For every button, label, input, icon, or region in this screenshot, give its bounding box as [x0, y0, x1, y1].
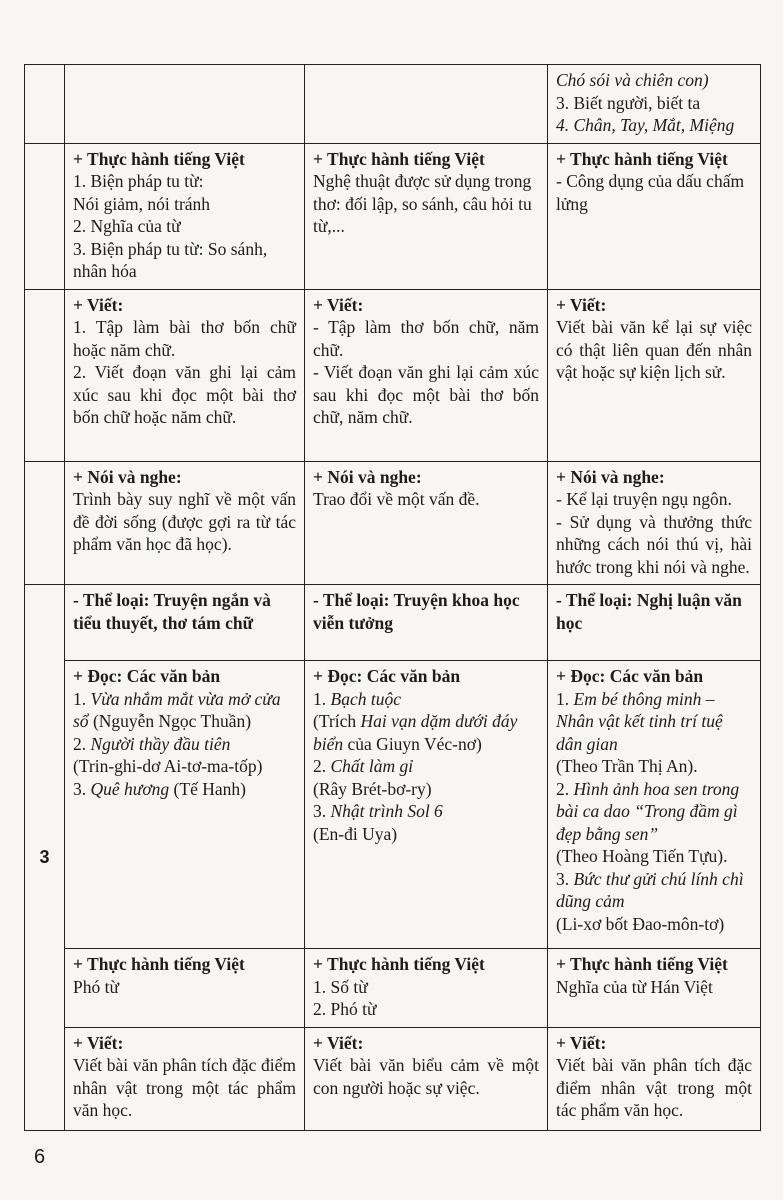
cell-line: Viết bài văn phân tích đặc điểm nhân vật trong một tác phẩm văn học. [73, 1055, 296, 1120]
cell-line: Trình bày suy nghĩ về một vấn đề đời sống (được gợi ra từ tác phẩm văn học đã học). [73, 489, 296, 554]
grade7-cell [305, 661, 548, 949]
cell-line: - Viết đoạn văn ghi lại cảm xúc sau khi đọc một bài thơ bốn chữ, năm chữ. [313, 362, 539, 427]
grade7-cell [305, 949, 548, 1028]
reading-item: 1. Vừa nhắm mắt vừa mở cửa sổ (Nguyễn Ngọc Thuần) [73, 688, 281, 731]
work-title: Hình ảnh hoa sen trong bài ca dao “Trong đầm gì đẹp bằng sen” [556, 778, 740, 844]
table-row [25, 585, 761, 661]
cell-line: - Công dụng của dấu chấm lửng [556, 171, 745, 214]
grade8-cell [548, 289, 761, 461]
grade8-cell [548, 661, 761, 949]
curriculum-table [24, 64, 761, 1131]
grade7-cell [305, 1027, 548, 1130]
cell-line: Nghệ thuật được sử dụng trong thơ: đối lập, so sánh, câu hỏi tu từ,... [313, 171, 532, 236]
cell-line: Nói giảm, nói tránh [73, 193, 211, 214]
grade6-cell [65, 1027, 305, 1130]
cell-line: Viết bài văn biểu cảm về một con người hoặc sự việc. [313, 1055, 539, 1098]
grade8-cell [548, 143, 761, 289]
cell-line: Viết bài văn phân tích đặc điểm nhân vật trong một tác phẩm văn học. [556, 1055, 752, 1120]
grade-number-cell [25, 289, 65, 461]
section-heading: + Thực hành tiếng Việt [556, 148, 728, 169]
work-source: (Trin-ghi-dơ Ai-tơ-ma-tốp) [73, 756, 263, 776]
grade8-cell [548, 461, 761, 585]
grade8-cell [548, 1027, 761, 1130]
reading-item: 2. Hình ảnh hoa sen trong bài ca dao “Trong đầm gì đẹp bằng sen” [556, 778, 740, 844]
grade7-cell [305, 65, 548, 144]
cell-line: 2. Phó từ [313, 999, 377, 1019]
section-heading: + Nói và nghe: [73, 466, 182, 487]
cell-line: 1. Tập làm bài thơ bốn chữ hoặc năm chữ. [73, 317, 296, 360]
section-heading: + Thực hành tiếng Việt [73, 148, 245, 169]
grade-number-cell [25, 143, 65, 289]
cell-line: 1. Số từ [313, 976, 368, 997]
genre-heading: - Thể loại: Nghị luận văn học [556, 590, 742, 633]
grade6-cell [65, 661, 305, 949]
grade7-cell [305, 289, 548, 461]
reading-item: 3. Bức thư gửi chú lính chì dũng cảm [556, 868, 744, 911]
grade8-cell [548, 585, 761, 661]
work-source: (Trích Hai vạn dặm dưới đáy biển của Giuyn Véc-nơ) [313, 711, 518, 754]
section-heading: + Thực hành tiếng Việt [313, 148, 485, 169]
section-heading: + Viết: [556, 294, 607, 315]
grade-number-cell [25, 585, 65, 1131]
work-title: Bức thư gửi chú lính chì dũng cảm [556, 868, 744, 911]
cell-line: 2. Nghĩa của từ [73, 216, 181, 236]
grade6-cell [65, 289, 305, 461]
work-title: Vừa nhắm mắt vừa mở cửa sổ [73, 688, 281, 731]
work-title: Em bé thông minh – Nhân vật kết tinh trí tuệ dân gian [556, 688, 723, 754]
cell-line: Nghĩa của từ Hán Việt [556, 976, 713, 997]
work-source: (Nguyễn Ngọc Thuần) [88, 711, 252, 731]
cell-line: 3. Biết người, biết ta [556, 92, 701, 113]
grade7-cell [305, 143, 548, 289]
cell-line: - Kể lại truyện ngụ ngôn. [556, 489, 732, 509]
section-heading: + Viết: [313, 1032, 364, 1053]
cell-line: Viết bài văn kể lại sự việc có thật liên quan đến nhân vật hoặc sự kiện lịch sử. [556, 317, 752, 382]
section-heading: + Đọc: Các văn bản [73, 666, 221, 686]
grade7-cell [305, 585, 548, 661]
work-source: (Rây Brét-bơ-ry) [313, 778, 432, 799]
grade8-cell [548, 949, 761, 1028]
grade-number: 3 [39, 847, 50, 867]
genre-heading: - Thể loại: Truyện ngắn và tiểu thuyết, thơ tám chữ [73, 590, 271, 633]
work-title: Người thầy đầu tiên [90, 733, 231, 754]
page-number: 6 [34, 1146, 46, 1168]
cell-line: 2. Viết đoạn văn ghi lại cảm xúc sau khi đọc một bài thơ bốn chữ hoặc năm chữ. [73, 362, 296, 427]
section-heading: + Nói và nghe: [556, 466, 665, 487]
cell-line: - Sử dụng và thưởng thức những cách nói thú vị, hài hước trong khi nói và nghe. [556, 511, 752, 577]
section-heading: + Thực hành tiếng Việt [313, 954, 485, 974]
grade6-cell [65, 65, 305, 144]
reading-item: 2. Chất làm gỉ [313, 756, 414, 776]
reading-item: 1. Em bé thông minh – Nhân vật kết tinh trí tuệ dân gian [556, 688, 723, 754]
grade8-cell [548, 65, 761, 144]
table-row [25, 461, 761, 585]
section-heading: + Viết: [73, 294, 124, 315]
reading-item: 3. Quê hương (Tế Hanh) [73, 778, 246, 799]
work-title: Quê hương [90, 778, 170, 799]
cell-line: Phó từ [73, 976, 119, 997]
work-title: Bạch tuộc [330, 688, 401, 709]
grade6-cell [65, 143, 305, 289]
table-row [25, 289, 761, 461]
grade7-cell [305, 461, 548, 585]
work-title: Chất làm gỉ [330, 756, 414, 776]
grade-number-cell [25, 65, 65, 144]
work-title: Nhật trình Sol 6 [330, 801, 443, 821]
reading-item: 2. Người thầy đầu tiên [73, 733, 231, 754]
section-heading: + Thực hành tiếng Việt [73, 954, 245, 974]
table-row [25, 65, 761, 144]
cell-line: Trao đổi về một vấn đề. [313, 489, 480, 509]
table-row [25, 1027, 761, 1130]
reading-item: 3. Nhật trình Sol 6 [313, 801, 443, 821]
genre-heading: - Thể loại: Truyện khoa học viễn tưởng [313, 590, 520, 633]
section-heading: + Đọc: Các văn bản [556, 666, 704, 686]
grade6-cell [65, 461, 305, 585]
section-heading: + Viết: [556, 1032, 607, 1053]
work-source: (Li-xơ bốt Đao-môn-tơ) [556, 913, 725, 934]
reading-item: 1. Bạch tuộc [313, 688, 401, 709]
cell-line: - Tập làm thơ bốn chữ, năm chữ. [313, 317, 539, 360]
section-heading: + Nói và nghe: [313, 466, 422, 487]
table-row [25, 661, 761, 949]
work-source: (Tế Hanh) [169, 778, 246, 799]
section-heading: + Viết: [73, 1032, 124, 1053]
cell-line: 1. Biện pháp tu từ: [73, 171, 204, 191]
grade6-cell [65, 949, 305, 1028]
section-heading: + Thực hành tiếng Việt [556, 954, 728, 974]
grade-number-cell [25, 461, 65, 585]
table-row [25, 143, 761, 289]
grade6-cell [65, 585, 305, 661]
cell-line: Chó sói và chiên con) [556, 70, 709, 90]
table-row [25, 949, 761, 1028]
section-heading: + Đọc: Các văn bản [313, 666, 461, 686]
cell-line: 4. Chân, Tay, Mắt, Miệng [556, 115, 735, 135]
work-source: (Theo Hoàng Tiến Tựu). [556, 846, 728, 866]
cell-line: 3. Biện pháp tu từ: So sánh, nhân hóa [73, 238, 268, 281]
work-source: (En-đi Uya) [313, 823, 398, 844]
work-source: (Theo Trần Thị An). [556, 756, 698, 776]
section-heading: + Viết: [313, 294, 364, 315]
